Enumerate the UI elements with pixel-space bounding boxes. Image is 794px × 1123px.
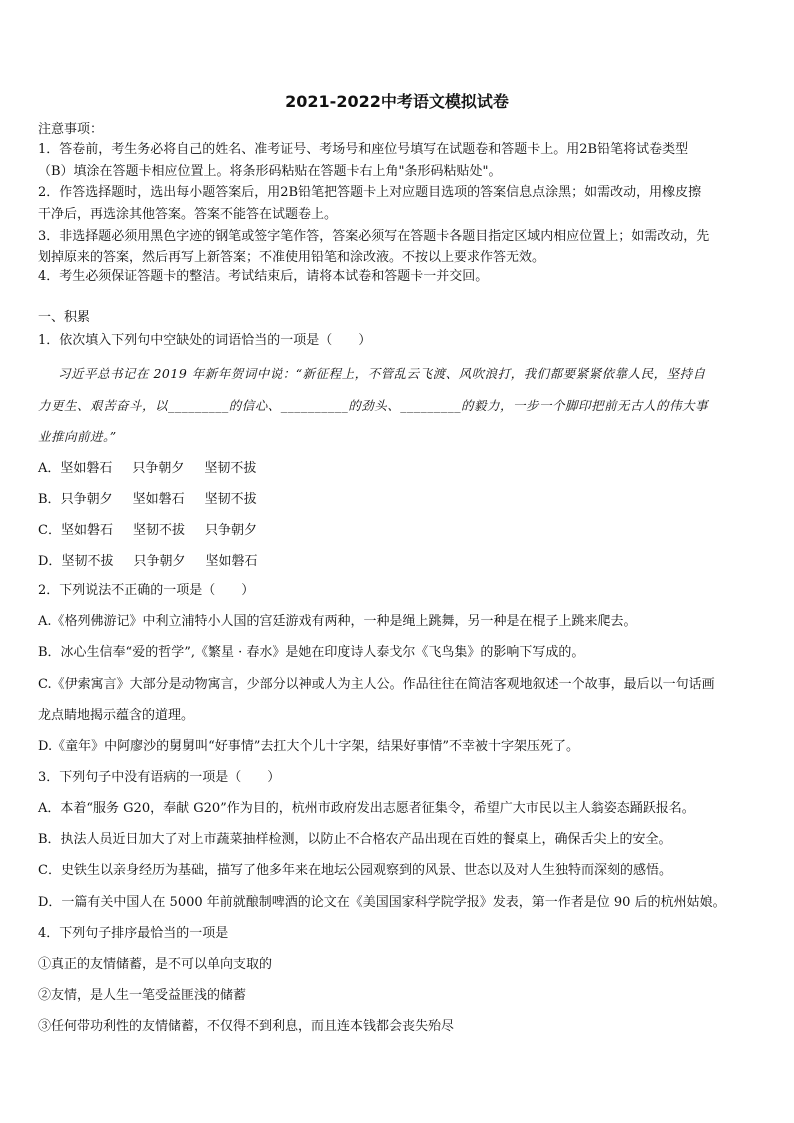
option-word: 坚如磐石 <box>60 461 113 476</box>
question-2-option: A.《格列佛游记》中利立浦特小人国的宫廷游戏有两种，一种是绳上跳舞，另一种是在棍子上跳来爬去。 <box>38 614 637 629</box>
section-heading: 一、积累 <box>38 310 91 325</box>
notice-line: 4．考生必须保证答题卡的整洁。考试结束后，请将本试卷和答题卡一并交回。 <box>38 269 489 284</box>
question-2-option: 龙点睛地揭示蕴含的道理。 <box>38 708 195 723</box>
question-1-stem: 1．依次填入下列句中空缺处的词语恰当的一项是（ ） <box>38 333 372 348</box>
notice-heading: 注意事项： <box>38 122 104 137</box>
question-4-sentence: ②友情，是人生一笔受益匪浅的储蓄 <box>38 988 247 1003</box>
notice-line: 3．非选择题必须用黑色字迹的钢笔或签字笔作答，答案必须写在答题卡各题目指定区域内相应位置上；如需改动，先 <box>38 229 710 244</box>
notice-line: 1．答卷前，考生务必将自己的姓名、准考证号、考场号和座位号填写在试题卷和答题卡上。用2B铅笔将试卷类型 <box>38 142 689 157</box>
notice-line: （B）填涂在答题卡相应位置上。将条形码粘贴在答题卡右上角"条形码粘贴处"。 <box>38 164 502 179</box>
quote-line: 业推向前进。” <box>38 429 117 444</box>
option-word: 只争朝夕 <box>133 554 186 569</box>
option-b <box>38 488 277 507</box>
option-d <box>38 550 277 569</box>
option-word: 坚如磐石 <box>60 523 113 538</box>
question-3-stem: 3．下列句子中没有语病的一项是（ ） <box>38 770 281 785</box>
question-2-stem: 2．下列说法不正确的一项是（ ） <box>38 583 255 598</box>
option-word: 只争朝夕 <box>60 492 113 507</box>
option-label: D． <box>38 554 62 569</box>
question-3-option: D．一篇有关中国人在 5000 年前就酿制啤酒的论文在《美国国家科学院学报》发表，第一作者是位 90 后的杭州姑娘。 <box>38 895 726 910</box>
option-word: 坚如磐石 <box>205 554 258 569</box>
question-4-sentence: ③任何带功利性的友情储蓄，不仅得不到利息，而且连本钱都会丧失殆尽 <box>38 1019 455 1034</box>
notice-line: 干净后，再选涂其他答案。答案不能答在试题卷上。 <box>38 207 338 222</box>
option-word: 只争朝夕 <box>204 523 257 538</box>
question-2-option: B．冰心生信奉“爱的哲学”,《繁星 · 春水》是她在印度诗人泰戈尔《飞鸟集》的影响下写成的。 <box>38 645 585 660</box>
option-word: 坚韧不拔 <box>61 554 114 569</box>
question-4-stem: 4．下列句子排序最恰当的一项是 <box>38 926 229 941</box>
question-3-option: C．史铁生以亲身经历为基础，描写了他多年来在地坛公园观察到的风景、世态以及对人生独特而深刻的感悟。 <box>38 863 672 878</box>
option-word: 坚如磐石 <box>132 492 185 507</box>
question-4-sentence: ①真正的友情储蓄，是不可以单向支取的 <box>38 957 273 972</box>
option-word: 坚韧不拔 <box>132 523 185 538</box>
question-2-option: D.《童年》中阿廖沙的舅舅叫“好事情”去扛大个儿十字架，结果好事情”不幸被十字架压死了。 <box>38 739 580 754</box>
option-label: C． <box>38 523 61 538</box>
option-word: 坚韧不拔 <box>204 492 257 507</box>
option-c <box>38 519 277 538</box>
option-word: 只争朝夕 <box>132 461 185 476</box>
notice-line: 划掉原来的答案，然后再写上新答案；不准使用铅笔和涂改液。不按以上要求作答无效。 <box>38 250 546 265</box>
option-word: 坚韧不拔 <box>204 461 257 476</box>
option-a <box>38 457 276 476</box>
quote-line: 习近平总书记在 2019 年新年贺词中说：“新征程上，不管乱云飞渡、风吹浪打，我们都要紧紧依靠人民，坚持自 <box>58 366 706 381</box>
question-3-option: B．执法人员近日加大了对上市蔬菜抽样检测，以防止不合格农产品出现在百姓的餐桌上，确保舌尖上的安全。 <box>38 832 672 847</box>
question-3-option: A．本着“服务 G20，奉献 G20”作为目的，杭州市政府发出志愿者征集令，希望广大市民以主人翁姿态踊跃报名。 <box>38 801 695 816</box>
question-2-option: C.《伊索寓言》大部分是动物寓言，少部分以神或人为主人公。作品往往在简洁客观地叙述一个故事，最后以一句话画 <box>38 677 715 692</box>
option-label: A． <box>38 461 61 476</box>
exam-title: 2021-2022中考语文模拟试卷 <box>285 92 509 111</box>
notice-line: 2．作答选择题时，选出每小题答案后，用2B铅笔把答题卡上对应题目选项的答案信息点涂黑；如需改动，用橡皮擦 <box>38 185 702 200</box>
quote-line: 力更生、艰苦奋斗，以_________的信心、__________的劲头、_________的毅力，一步一个脚印把前无古人的伟大事 <box>38 398 709 413</box>
option-label: B． <box>38 492 61 507</box>
